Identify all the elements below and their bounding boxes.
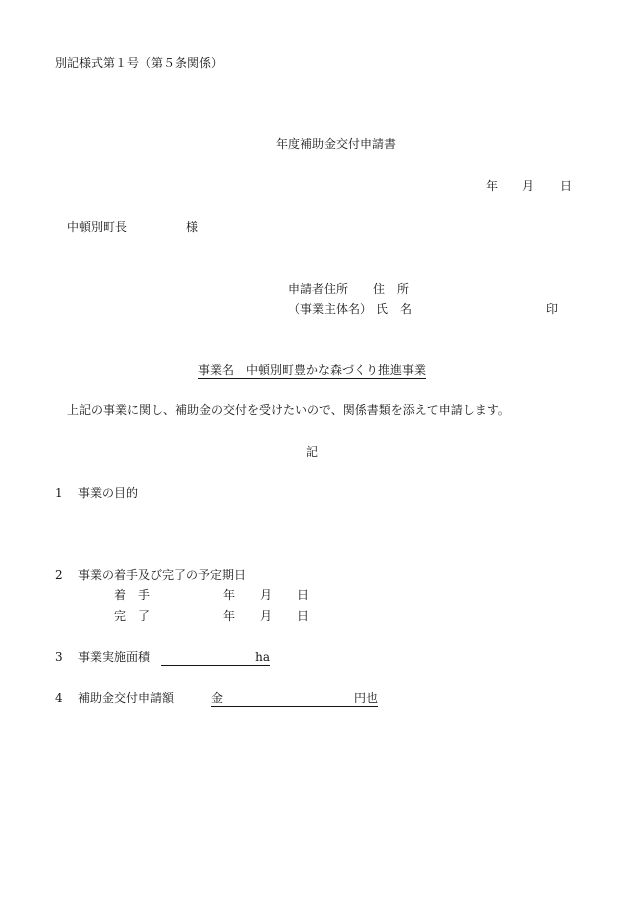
item-label: 事業実施面積 xyxy=(78,650,151,664)
address-field-label: 住 所 xyxy=(373,282,410,296)
seal-mark: 印 xyxy=(546,302,559,316)
schedule-end-year: 年 xyxy=(223,609,236,623)
document-title: 年度補助金交付申請書 xyxy=(276,137,397,151)
ki-heading: 記 xyxy=(306,445,319,459)
amount-suffix: 円也 xyxy=(353,691,378,705)
addressee-name: 中頓別町長 xyxy=(67,220,128,234)
schedule-end-label: 完 了 xyxy=(114,609,151,623)
project-name-label: 事業名 xyxy=(198,363,235,377)
item-number: 4 xyxy=(55,691,63,705)
item-number: 1 xyxy=(55,486,63,500)
form-number: 別記様式第１号（第５条関係） xyxy=(55,56,224,70)
schedule-start-month: 月 xyxy=(260,588,273,602)
schedule-start-label: 着 手 xyxy=(114,588,151,602)
project-name-value: 中頓別町豊かな森づくり推進事業 xyxy=(246,363,427,377)
schedule-start-year: 年 xyxy=(223,588,236,602)
date-month-label: 月 xyxy=(522,179,535,193)
applicant-address-label: 申請者住所 xyxy=(288,282,349,296)
date-day-label: 日 xyxy=(560,179,573,193)
date-year-label: 年 xyxy=(486,179,499,193)
item-label: 事業の目的 xyxy=(78,486,139,500)
schedule-start-day: 日 xyxy=(297,588,310,602)
item-number: 2 xyxy=(55,568,63,582)
name-field-label: 氏 名 xyxy=(376,302,413,316)
amount-blank-field xyxy=(211,691,378,707)
schedule-end-month: 月 xyxy=(260,609,273,623)
amount-prefix: 金 xyxy=(211,691,224,705)
application-statement: 上記の事業に関し、補助金の交付を受けたいので、関係書類を添えて申請します。 xyxy=(67,403,510,417)
item-label: 補助金交付申請額 xyxy=(78,691,175,705)
addressee-honorific: 様 xyxy=(186,220,199,234)
area-unit: ha xyxy=(255,650,270,664)
item-number: 3 xyxy=(55,650,63,664)
item-label: 事業の着手及び完了の予定期日 xyxy=(78,568,247,582)
project-name xyxy=(198,363,426,379)
area-blank-field xyxy=(161,650,270,666)
entity-label: （事業主体名） xyxy=(288,302,373,316)
schedule-end-day: 日 xyxy=(297,609,310,623)
